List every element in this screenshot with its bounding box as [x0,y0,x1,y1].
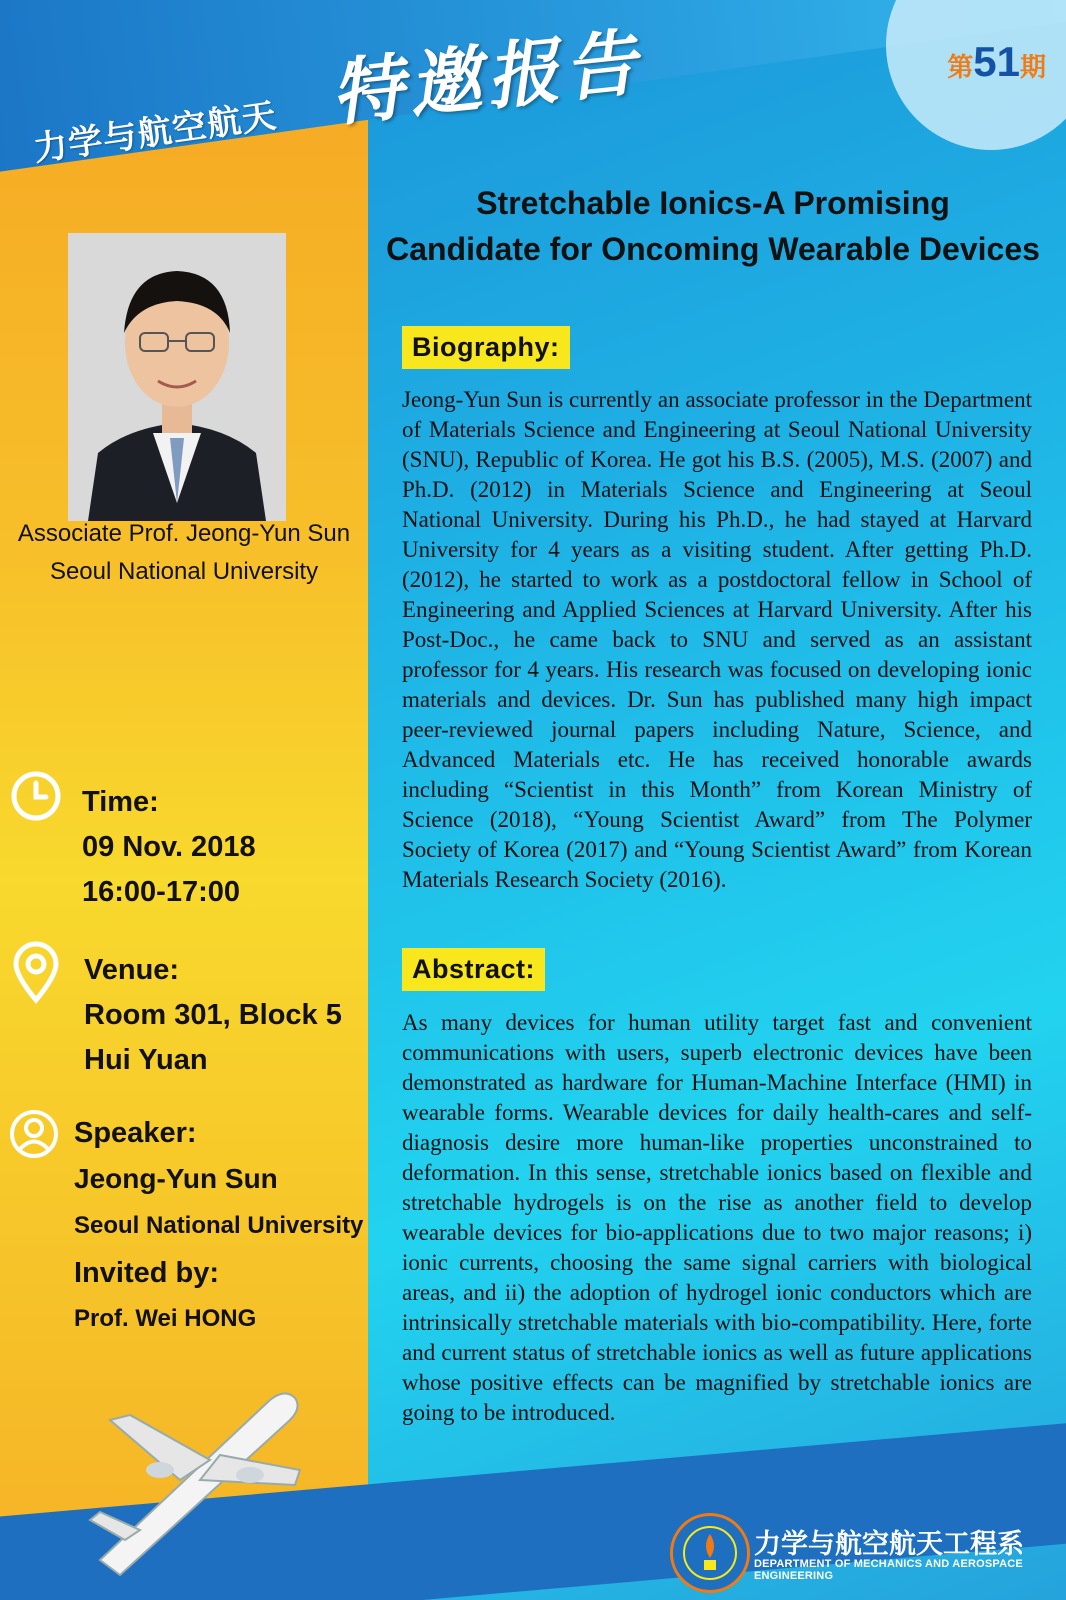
venue-line2: Hui Yuan [84,1044,208,1076]
venue-line1: Room 301, Block 5 [84,999,342,1031]
issue-number: 51 [973,38,1020,85]
speaker-portrait-icon [68,233,286,521]
issue-number-label [947,38,1046,86]
university-emblem-icon [673,1516,747,1590]
invited-name: Prof. Wei HONG [74,1305,257,1332]
time-section [82,780,256,915]
speaker-label: Speaker: [74,1117,197,1149]
location-pin-icon [10,940,62,1004]
time-date: 09 Nov. 2018 [82,831,256,863]
talk-title-line1: Stretchable Ionics-A Promising [476,185,950,221]
speaker-section [74,1110,363,1342]
invited-label: Invited by: [74,1257,220,1289]
speaker-name: Jeong-Yun Sun [74,1163,278,1194]
biography-text: Jeong-Yun Sun is currently an associate professor in the Department of Materials Science and Engineering at Seoul National University (SNU), Republic of Korea. He got his B.S. (2005), M.S. (2007) and Ph.D. (2012) in Materials Science and Engineering at Seoul National University. During his Ph.D., he had stayed at Harvard University for 4 years as a visiting student. After getting Ph.D. (2012), he started to work as a postdoctoral fellow in School of Engineering and Applied Sciences at Harvard University. After his Post-Doc., he came back to SNU and served as an assistant professor for 4 years. His research was focused on developing ionic materials and devices. Dr. Sun has published many high impact peer-reviewed journal papers including Nature, Science, and Advanced Materials etc. He has received honorable awards including “Scientist in this Month” from Korean Ministry of Science (2018), “Young Scientist Award” from The Polymer Society of Korea (2017) and “Young Scientist Award” from Korean Materials Research Society (2016). [402,387,1032,892]
time-label: Time: [82,786,159,818]
airplane-icon [70,1360,320,1580]
issue-suffix: 期 [1019,53,1046,83]
venue-label: Venue: [84,954,180,986]
venue-section [84,948,342,1083]
speaker-card-affiliation: Seoul National University [49,558,319,585]
speaker-affiliation: Seoul National University [74,1212,364,1239]
speaker-photo [68,233,286,521]
department-name-en: DEPARTMENT OF MECHANICS AND AEROSPACE ENGINEERING [754,1558,1023,1582]
department-logo [670,1513,750,1593]
feature-title: 特邀报告 [326,18,647,137]
biography-heading: Biography: [402,326,570,369]
speaker-card-title: Associate Prof. Jeong-Yun Sun [17,520,351,547]
series-title: 力学与航空航天 [31,96,280,169]
talk-title [360,180,1066,272]
issue-prefix: 第 [947,53,974,83]
time-hours: 16:00-17:00 [82,876,240,908]
department-name-cn: 力学与航空航天工程系 [754,1529,1024,1559]
abstract-text: As many devices for human utility target fast and convenient communications with users, superb electronic devices have been demonstrated as hardware for Human-Machine Interface (HMI) in wearable forms. Wearable devices for daily health-cares and self-diagnosis desire more human-like properties unconstrained to deformation. In this sense, stretchable ionics based on flexible and stretchable hydrogels is on the rise as another field to develop wearable devices for bio-applications due to two major reasons; i) ionic currents, choosing the same signal carriers with biological areas, and ii) the adoption of hydrogel ionic conductors which are intrinsically stretchable materials with bio-compatibility. Here, forte and current status of stretchable ionics as well as future applications whose positive effects can be magnified by stretchable ionics are going to be introduced. [402,1010,1032,1425]
person-icon [8,1108,60,1160]
talk-title-line2: Candidate for Oncoming Wearable Devices [386,231,1040,267]
clock-icon [10,770,62,822]
abstract-heading: Abstract: [402,948,545,991]
